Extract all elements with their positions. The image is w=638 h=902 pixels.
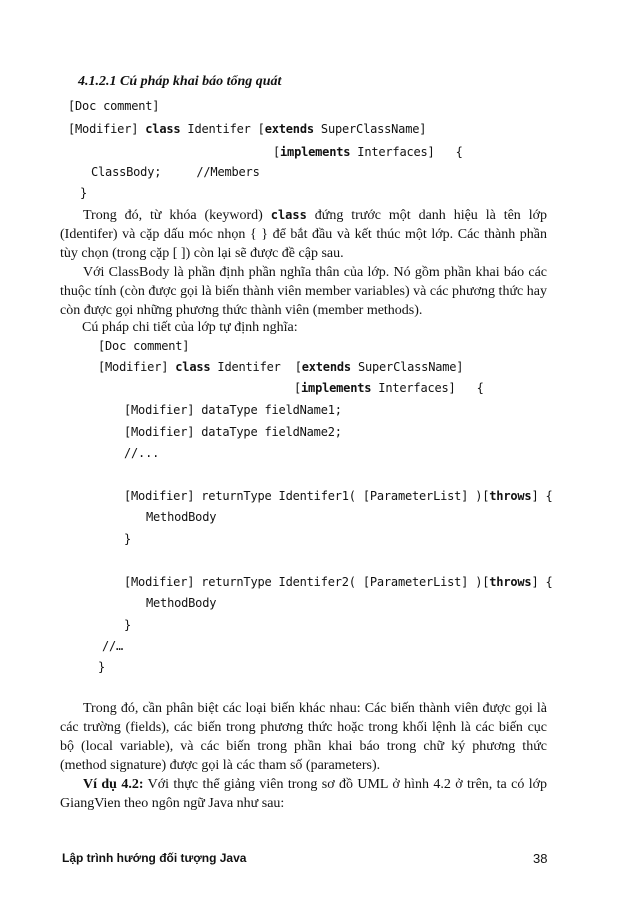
code-line: [Modifier] class Identifer [extends SuperClassName] [98, 360, 464, 374]
paragraph-variable-types: Trong đó, cần phân biệt các loại biến khác nhau: Các biến thành viên được gọi là các trường (fields), các biến trong phương thức hoặc trong khối lệnh là các biến cục bộ (local variable), và các biến trong phần khai báo trong chữ ký phương thức (method signature) được gọi là các tham số (parameters). [60, 701, 547, 773]
code-line: [implements Interfaces] { [294, 381, 484, 395]
paragraph-example: Ví dụ 4.2: Với thực thể giảng viên trong sơ đồ UML ở hình 4.2 ở trên, ta có lớp GiangVien theo ngôn ngữ Java như sau: [60, 777, 548, 811]
paragraph-class-keyword: Trong đó, từ khóa (keyword) class đứng trước một danh hiệu là tên lớp (Identifer) và cặp dấu móc nhọn { } để bắt đầu và kết thúc một lớp. Các thành phần tùy chọn (trong cặp [ ]) còn lại sẽ được đề cập sau. [60, 208, 547, 261]
footer-title: Lập trình hướng đối tượng Java [62, 851, 247, 865]
code-line: } [124, 618, 132, 632]
page-number: 38 [533, 851, 548, 866]
code-line: [Doc comment] [68, 99, 160, 113]
code-line: MethodBody [146, 596, 217, 610]
code-line: } [98, 660, 106, 674]
code-line: } [124, 532, 132, 546]
section-heading: 4.1.2.1 Cú pháp khai báo tổng quát [78, 74, 282, 89]
code-line: [implements Interfaces] { [273, 145, 463, 159]
paragraph-detailed-syntax: Cú pháp chi tiết của lớp tự định nghĩa: [82, 320, 298, 335]
paragraph-class-body: Với ClassBody là phần định phần nghĩa thân của lớp. Nó gồm phần khai báo các thuộc tính (còn được gọi là biến thành viên member variables) và các phương thức hay còn được gọi những phương thức thành viên (member methods). [60, 265, 547, 318]
code-line: ClassBody; //Members [91, 165, 260, 179]
code-line: MethodBody [146, 510, 217, 524]
code-line: //… [102, 639, 124, 653]
code-line: } [80, 186, 88, 200]
code-line: //... [124, 446, 160, 460]
code-line: [Modifier] dataType fieldName1; [124, 403, 342, 417]
code-line: [Doc comment] [98, 339, 190, 353]
code-line: [Modifier] returnType Identifer2( [ParameterList] )[throws] { [124, 575, 553, 589]
code-line: [Modifier] class Identifer [extends SuperClassName] [68, 122, 427, 136]
code-line: [Modifier] returnType Identifer1( [ParameterList] )[throws] { [124, 489, 553, 503]
code-line: [Modifier] dataType fieldName2; [124, 425, 342, 439]
